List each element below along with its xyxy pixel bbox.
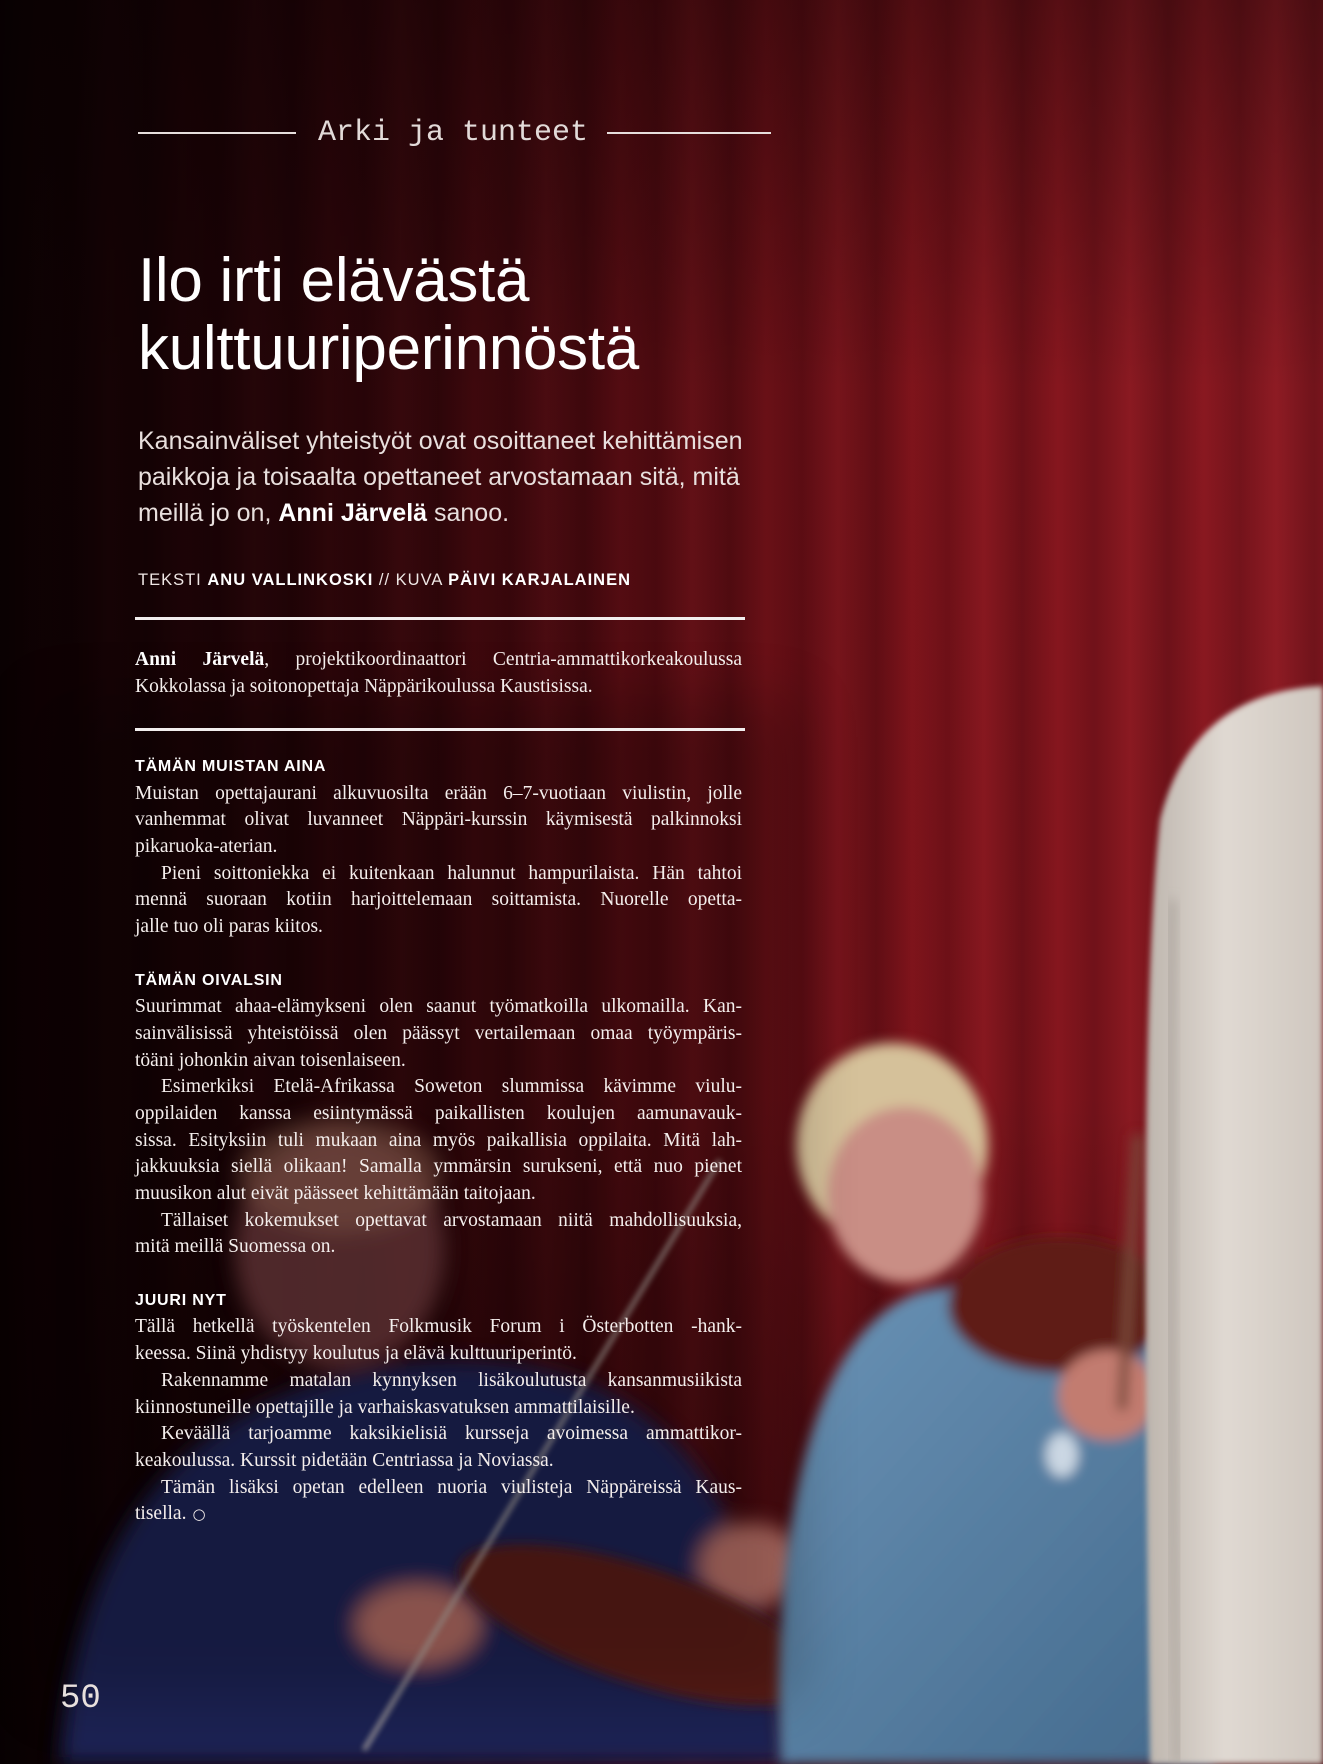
body-line (135, 1421, 742, 1448)
body-line (135, 1368, 742, 1395)
body-line (135, 1475, 742, 1502)
body-line-text: töäni johonkin aivan toisenlaiseen. (135, 1049, 406, 1071)
body-line-text: Pieni soittoniekka ei kuitenkaan halunnut hampurilaista. Hän tahtoi (161, 862, 742, 884)
body-line (135, 1341, 742, 1368)
body-line-text: sainvälisissä yhteistöissä olen päässyt vertailemaan omaa työympäris- (135, 1022, 742, 1044)
paragraph (135, 1074, 742, 1207)
body-line-text: vanhemmat olivat luvanneet Näppäri-kurssin käymisestä palkinnoksi (135, 809, 742, 831)
body-line-text: pikaruoka-aterian. (135, 836, 278, 858)
paragraph (135, 861, 742, 941)
body-line-text: keakoulussa. Kurssit pidetään Centriassa ja Noviassa. (135, 1449, 554, 1471)
bio-name: Anni Järvelä (135, 649, 265, 670)
body-line (135, 1128, 742, 1155)
body-line (135, 887, 742, 914)
body-line (135, 1101, 742, 1128)
body-line (135, 994, 742, 1021)
body-line-text: Muistan opettajaurani alkuvuosilta erään 6–7-vuotiaan viulistin, jolle (135, 782, 742, 804)
paragraph (135, 781, 742, 861)
body-section (135, 968, 742, 1262)
divider-top (135, 617, 745, 620)
body-line (135, 1448, 742, 1475)
body-section (135, 1288, 742, 1528)
body-line (135, 914, 742, 941)
body-line-text: jalle tuo oli paras kiitos. (135, 916, 323, 938)
adult-sweater-figure (1146, 686, 1323, 1764)
paragraph (135, 994, 742, 1074)
byline (138, 570, 631, 590)
body-line (135, 1208, 742, 1235)
body-section (135, 754, 742, 941)
section-heading: TÄMÄN OIVALSIN (135, 971, 283, 989)
byline-text-author: ANU VALLINKOSKI (207, 571, 374, 589)
byline-text-label: TEKSTI (138, 571, 202, 589)
body-line-text: mennä suoraan kotiin harjoittelemaan soittamista. Nuorelle opetta- (135, 889, 742, 911)
body-line-text: Tällä hetkellä työskentelen Folkmusik Forum i Österbotten -hank- (135, 1316, 742, 1338)
body-line-text: Rakennamme matalan kynnyksen lisäkoulutusta kansanmusiikista (161, 1369, 742, 1391)
body-line-text: muusikon alut eivät päässeet kehittämään taitojaan. (135, 1183, 536, 1204)
body-line (135, 1021, 742, 1048)
body-line (135, 1501, 742, 1528)
kicker-label: Arki ja tunteet (318, 116, 589, 150)
body-line (135, 1314, 742, 1341)
body-line (135, 1154, 742, 1181)
article-body (135, 754, 742, 1528)
lead-paragraph (138, 423, 778, 531)
end-mark: ○ (192, 1505, 206, 1524)
body-line-text: Esimerkiksi Etelä-Afrikassa Soweton slummissa kävimme viulu- (161, 1076, 742, 1098)
body-line-text: oppilaiden kanssa esiintymässä paikallisten koulujen aamunavauk- (135, 1102, 742, 1124)
body-line-text: mitä meillä Suomessa on. (135, 1236, 336, 1258)
lead-after: sanoo. (434, 499, 510, 527)
lead-name: Anni Järvelä (278, 499, 428, 527)
body-line (135, 1048, 742, 1075)
body-line-text: Suurimmat ahaa-elämykseni olen saanut työmatkoilla ulkomailla. Kan- (135, 996, 742, 1018)
body-line (135, 1074, 742, 1101)
divider-bottom (135, 728, 745, 731)
body-line (135, 861, 742, 888)
body-line-text: Keväällä tarjoamme kaksikielisiä kursseja avoimessa ammattikor- (161, 1423, 742, 1445)
bio-text: , projektikoordinaattori Centria-ammattikorkeakoulussa (264, 649, 742, 670)
paragraph (135, 1208, 742, 1261)
body-line (135, 807, 742, 834)
body-line (135, 781, 742, 808)
bio-line (135, 674, 742, 701)
page-number: 50 (60, 1680, 101, 1718)
section-heading: JUURI NYT (135, 1291, 227, 1309)
byline-photo-label: KUVA (395, 571, 443, 589)
article-title: Ilo irti elävästä kulttuuriperinnöstä (138, 246, 639, 383)
byline-separator: // (378, 571, 391, 589)
lead-text: Kansainväliset yhteistyöt ovat osoittaneet kehittämisen paikkoja ja toisaalta opettaneet arvostamaan sitä, mitä meillä jo on, (138, 427, 743, 527)
bio-text: Kokkolassa ja soitonopettaja Näppärikoulussa Kaustisissa. (135, 675, 593, 697)
body-line (135, 1181, 742, 1208)
byline-photo-author: PÄIVI KARJALAINEN (448, 571, 631, 589)
kicker-rule-left (138, 132, 296, 134)
paragraph (135, 1368, 742, 1421)
body-line-text: kiinnostuneille opettajille ja varhaiskasvatuksen ammattilaisille. (135, 1396, 635, 1418)
body-line-text: sissa. Esityksiin tuli mukaan aina myös paikallisia oppilaita. Mitä lah- (135, 1129, 742, 1151)
section-heading: TÄMÄN MUISTAN AINA (135, 758, 327, 775)
body-line (135, 834, 742, 861)
body-line-text: jakkuuksia siellä olikaan! Samalla ymmärsin surukseni, että nuo pienet (135, 1156, 742, 1178)
author-bio (135, 647, 742, 700)
paragraph (135, 1475, 742, 1528)
bio-line (135, 647, 742, 674)
paragraph (135, 1421, 742, 1474)
body-line-text: tisella. (135, 1503, 187, 1525)
kicker-rule-right (607, 132, 771, 134)
body-line-text: Tällaiset kokemukset opettavat arvostamaan niitä mahdollisuuksia, (161, 1209, 742, 1231)
body-line-text: keessa. Siinä yhdistyy koulutus ja elävä kulttuuriperintö. (135, 1343, 577, 1365)
body-line-text: Tämän lisäksi opetan edelleen nuoria viulisteja Näppäreissä Kaus- (161, 1476, 742, 1498)
paragraph (135, 1314, 742, 1367)
body-line (135, 1234, 742, 1261)
body-line (135, 1395, 742, 1422)
